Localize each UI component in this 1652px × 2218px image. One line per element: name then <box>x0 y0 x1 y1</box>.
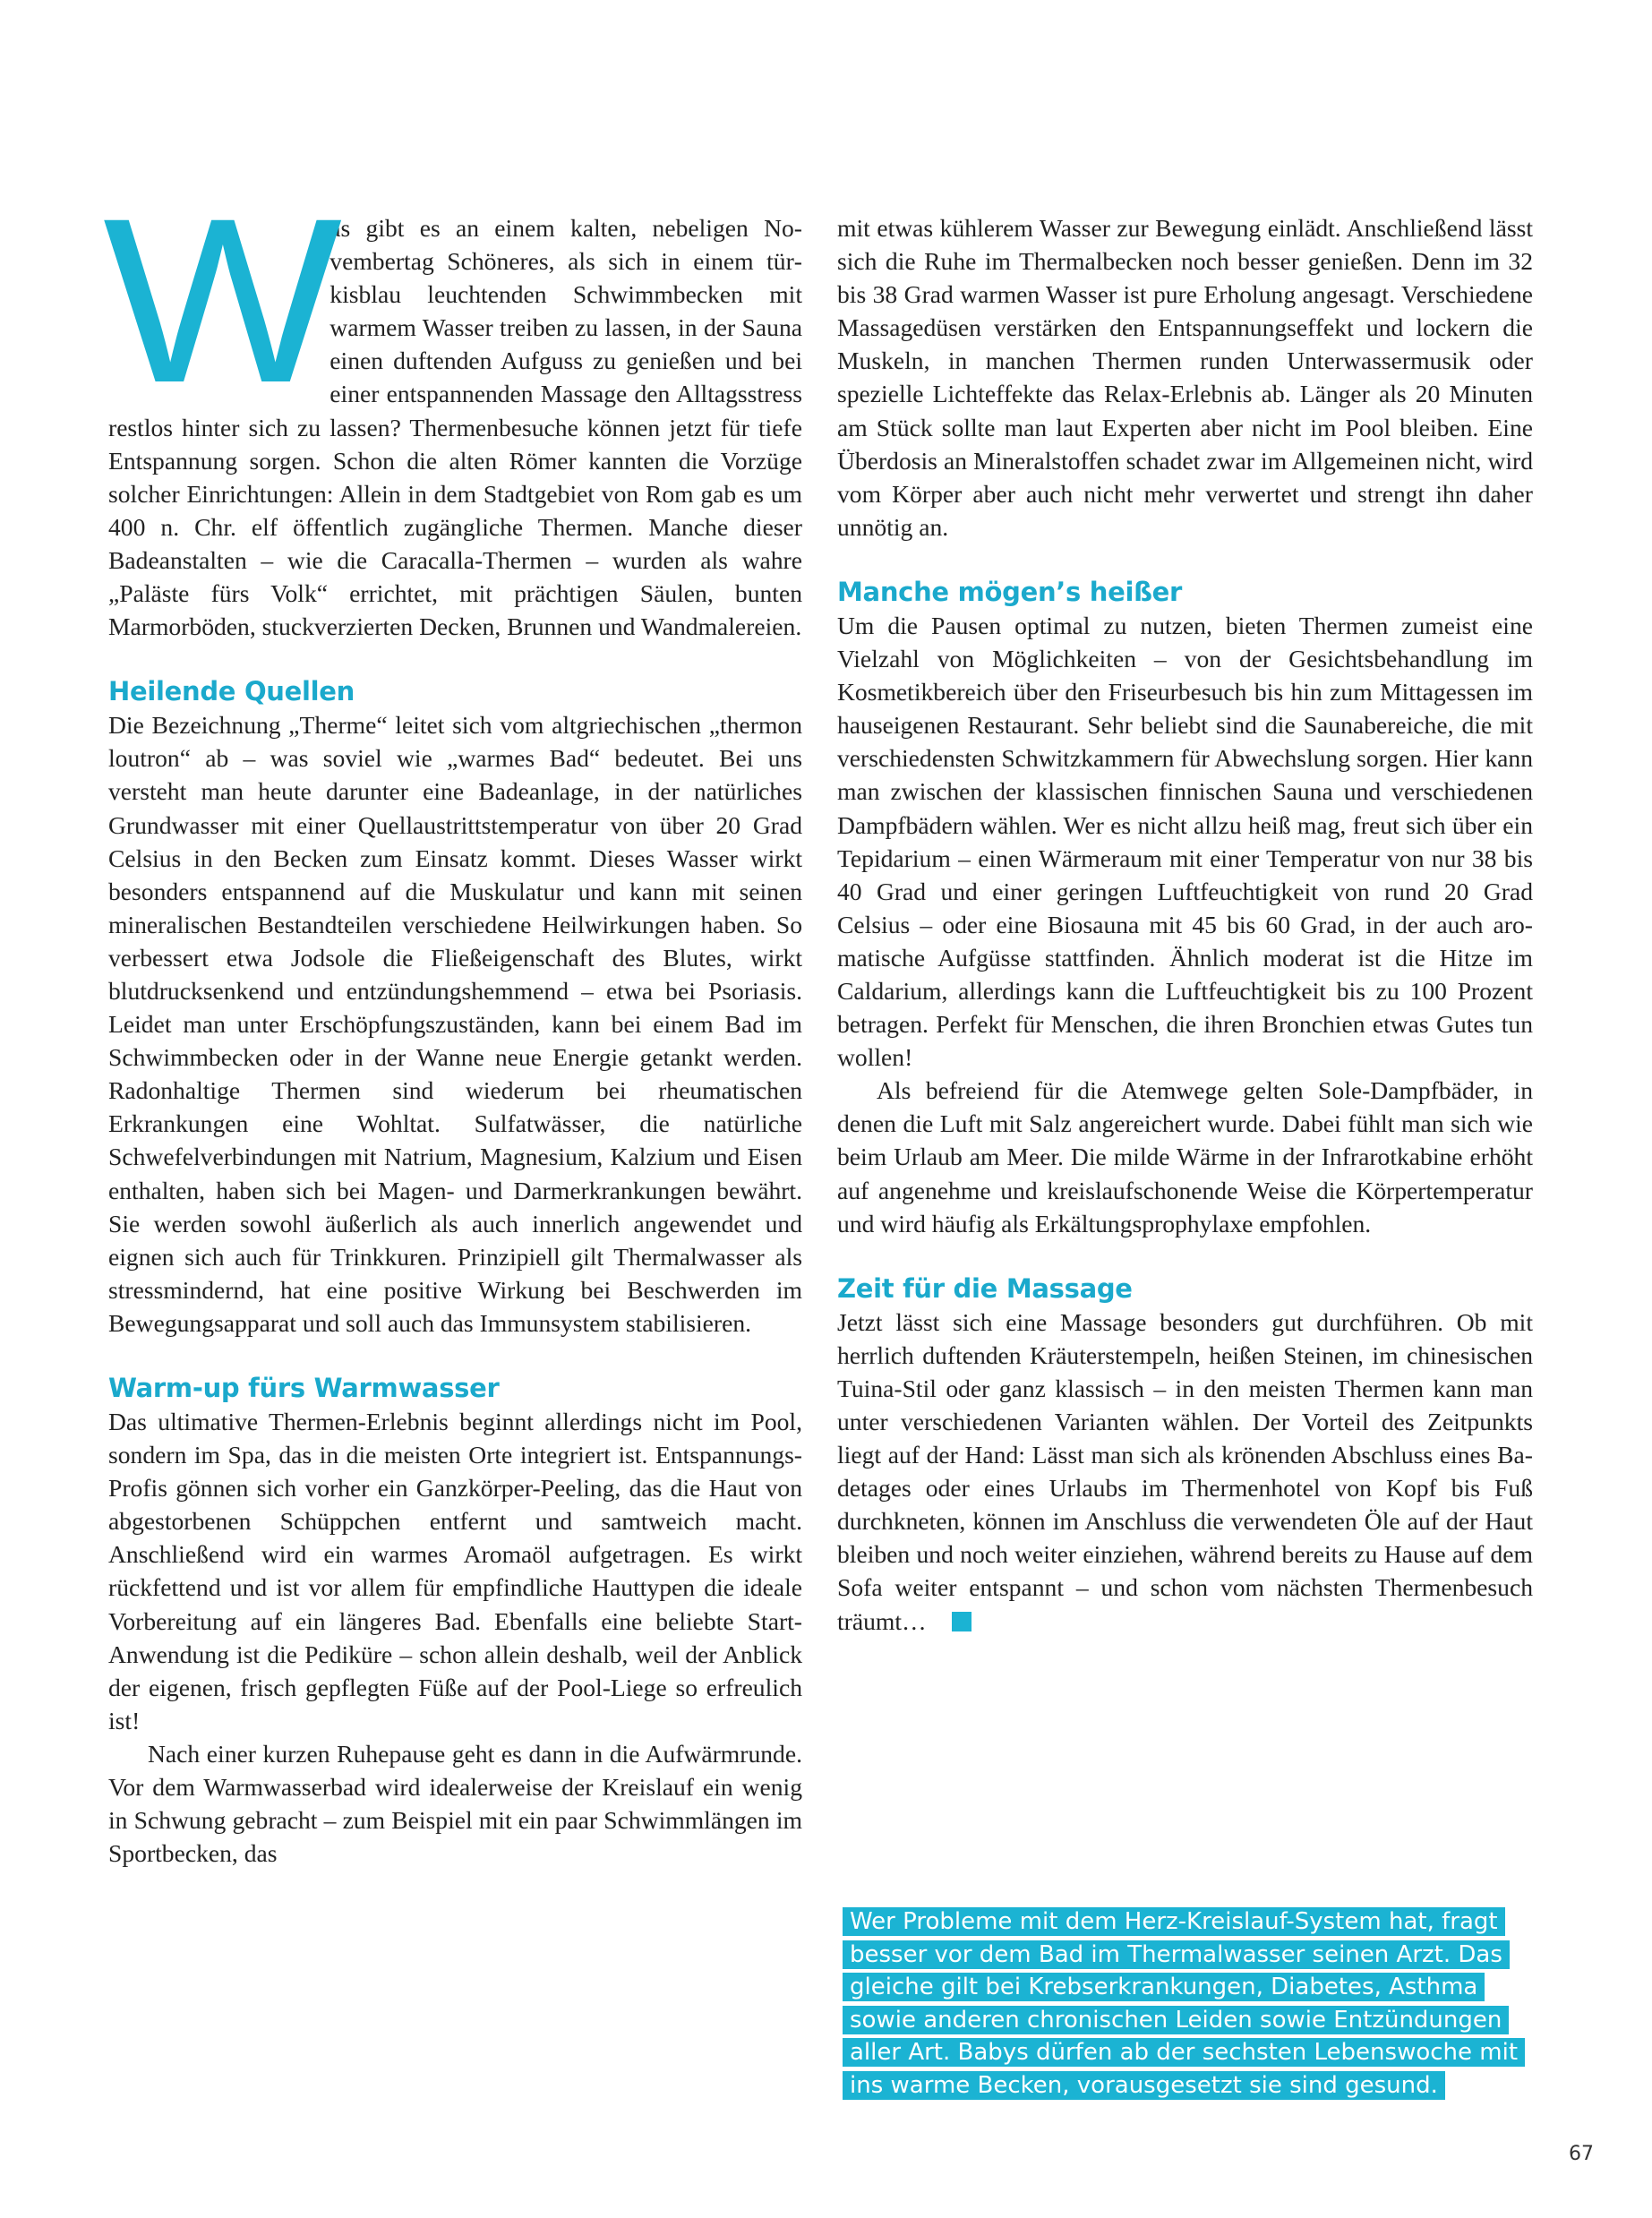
heading-warm-up: Warm-up fürs Warmwasser <box>108 1373 500 1403</box>
paragraph-heilende-quellen: Die Bezeichnung „Therme“ leitet sich vom altgriechischen „thermon loutron“ ab – was soviel wie „warmes Bad“ bedeutet. Bei uns versteht man heute darunter eine Badeanlage, in der natürliches Grundwasser mit einer Quellaustrittstemperatur von über 20 Grad Celsius in den Becken zum Einsatz kommt. Dieses Wasser wirkt besonders entspannend auf die Muskulatur und kann mit seinen mineralischen Bestandteilen verschiedene Heilwirkungen haben. So verbessert etwa Jodsole die Fließeigenschaft des Blutes, wirkt blutdrucksenkend und entzündungshemmend – etwa bei Psoriasis. Leidet man unter Erschöpfungszuständen, kann bei einem Bad im Schwimmbecken oder in der Wanne neue Energie getankt werden. Radonhaltige Thermen sind wiederum bei rheumatischen Erkrankungen eine Wohltat. Sulfatwässer, die natürliche Schwefelverbindungen mit Natrium, Magnesium, Kalzium und Eisen enthalten, haben sich bei Magen- und Darmerkrankungen bewährt. Sie werden sowohl äußerlich als auch innerlich angewendet und eignen sich auch für Trinkkuren. Prinzipiell gilt Thermalwasser als stressmindernd, hat eine positive Wirkung bei Beschwerden im Bewegungsapparat und soll auch das Immunsystem stabilisieren. <box>108 711 802 1337</box>
heading-manche-moegens-heisser: Manche mögen’s heißer <box>837 576 1183 607</box>
info-box-text: Wer Probleme mit dem Herz-Kreislauf-System hat, fragt besser vor dem Bad im Thermalwasser seinen Arzt. Das gleiche gilt bei Krebserkrankungen, Diabetes, Asthma sowie anderen chronischen Leiden sowie Entzündungen aller Art. Babys dürfen ab der sechsten Lebenswoche mit ins warme Becken, vorausgesetzt sie sind gesund. <box>843 1907 1525 2100</box>
health-info-box <box>843 1905 1523 2102</box>
article-column-left <box>103 169 802 1870</box>
intro-paragraph: as gibt es an einem kalten, nebeligen Novembertag Schöneres, als sich in einem türkisblau leuchtenden Schwimmbecken mit warmem Wasser treiben zu lassen, in der Sauna einen duftenden Aufguss zu genießen und bei einer entspannenden Massage den Alltagsstress restlos hinter sich zu lassen? Thermenbesuche können jetzt für tiefe Entspannung sorgen. Schon die alten Römer kannten die Vorzüge solcher Einrichtungen: Allein in dem Stadtgebiet von Rom gab es um 400 n. Chr. elf öffentlich zugängliche Thermen. Manche dieser Badeanstalten – wie die Caracalla-Thermen – wurden als wahre „Paläste fürs Volk“ errichtet, mit prächtigen Säulen, bunten Marmorböden, stuckverzierten Decken, Brunnen und Wandmalereien. <box>108 214 802 641</box>
paragraph-manche-1: Um die Pausen optimal zu nutzen, bieten Thermen zumeist eine Vielzahl von Möglichkeiten – von der Gesichtsbehandlung im Kosmetikbereich über den Friseurbesuch bis hin zum Mittagessen im hauseigenen Restaurant. Sehr beliebt sind die Saunabereiche, die mit verschiedensten Schwitzkammern für Abwechslung sorgen. Hier kann man zwischen der klassischen finnischen Sauna und verschiedenen Dampfbädern wählen. Wer es nicht allzu heiß mag, freut sich über ein Tepidarium – einen Wärmeraum mit einer Temperatur von nur 38 bis 40 Grad und einer geringen Luftfeuchtigkeit von rund 20 Grad Celsius – oder eine Biosauna mit 45 bis 60 Grad, in der auch aromatische Aufgüsse stattfinden. Ähnlich moderat ist die Hitze im Caldarium, allerdings kann die Luftfeuchtigkeit bis zu 100 Prozent betragen. Perfekt für Menschen, die ihren Bronchien etwas Gutes tun wollen! <box>837 611 1533 1072</box>
paragraph-warm-up-3: mit etwas kühlerem Wasser zur Bewegung einlädt. Anschließend lässt sich die Ruhe im Thermalbecken noch besser genießen. Denn im 32 bis 38 Grad warmen Wasser ist pure Erholung angesagt. Verschiedene Massagedüsen verstärken den Entspannungseffekt und lockern die Muskeln, in manchen Thermen runden Unterwassermusik oder spezielle Lichteffekte das Relax-Erlebnis ab. Länger als 20 Minuten am Stück sollte man laut Experten aber nicht im Pool bleiben. Eine Überdosis an Mineralstoffen schadet zwar im Allgemeinen nicht, wird vom Körper aber auch nicht mehr verwertet und strengt ihn daher unnötig an. <box>837 214 1533 541</box>
paragraph-massage-text: Jetzt lässt sich eine Massage besonders gut durchführen. Ob mit herrlich duftenden Kräuterstempeln, heißen Steinen, im chinesischen Tuina-Stil oder ganz klassisch – in den meisten Thermen kann man unter verschiedenen Varianten wählen. Der Vorteil des Zeitpunkts liegt auf der Hand: Lässt man sich als krönenden Abschluss eines Badetages oder eines Urlaubs im Thermenhotel von Kopf bis Fuß durchkneten, können im Anschluss die verwendeten Öle auf der Haut bleiben und noch weiter einziehen, während bereits zu Hause auf dem Sofa weiter entspannt – und schon vom nächsten Thermenbesuch träumt… <box>837 1307 1533 1635</box>
paragraph-warm-up-2: Nach einer kurzen Ruhepause geht es dann in die Aufwärmrunde. Vor dem Warmwasserbad wird idealerweise der Kreislauf ein wenig in Schwung gebracht – zum Beispiel mit ein paar Schwimmlängen im Sportbecken, das <box>108 1739 802 1868</box>
article-column-right <box>837 211 1533 1638</box>
paragraph-warm-up-1: Das ultimative Thermen-Erlebnis beginnt allerdings nicht im Pool, sondern im Spa, das in die meisten Orte integriert ist. Entspannungs-Profis gönnen sich vorher ein Ganzkörper-Peeling, das die Haut von abgestorbenen Schüppchen entfernt und samtweich macht. Anschließend wird ein warmes Aromaöl aufgetragen. Es wirkt rückfettend und ist vor allem für empfindliche Hauttypen die ideale Vorbereitung auf ein längeres Bad. Ebenfalls eine beliebte Start-Anwendung ist die Pediküre – schon allein deshalb, weil der Anblick der eigenen, frisch gepflegten Füße auf der Pool-Liege so erfreulich ist! <box>108 1408 802 1734</box>
paragraph-massage <box>837 1306 1533 1638</box>
heading-heilende-quellen: Heilende Quellen <box>108 676 355 707</box>
end-of-article-square-icon <box>952 1612 972 1631</box>
drop-cap: W <box>103 169 333 432</box>
page-number: 67 <box>1569 2143 1594 2165</box>
heading-zeit-fuer-die-massage: Zeit für die Massage <box>837 1272 1133 1304</box>
paragraph-manche-2: Als befreiend für die Atemwege gelten Sole-Dampfbäder, in denen die Luft mit Salz angereichert wurde. Dabei fühlt man sich wie beim Urlaub am Meer. Die milde Wärme in der Infrarotkabine erhöht auf angenehme und kreislaufschonende Weise die Körpertemperatur und wird häufig als Erkältungsprophylaxe empfohlen. <box>837 1076 1533 1237</box>
